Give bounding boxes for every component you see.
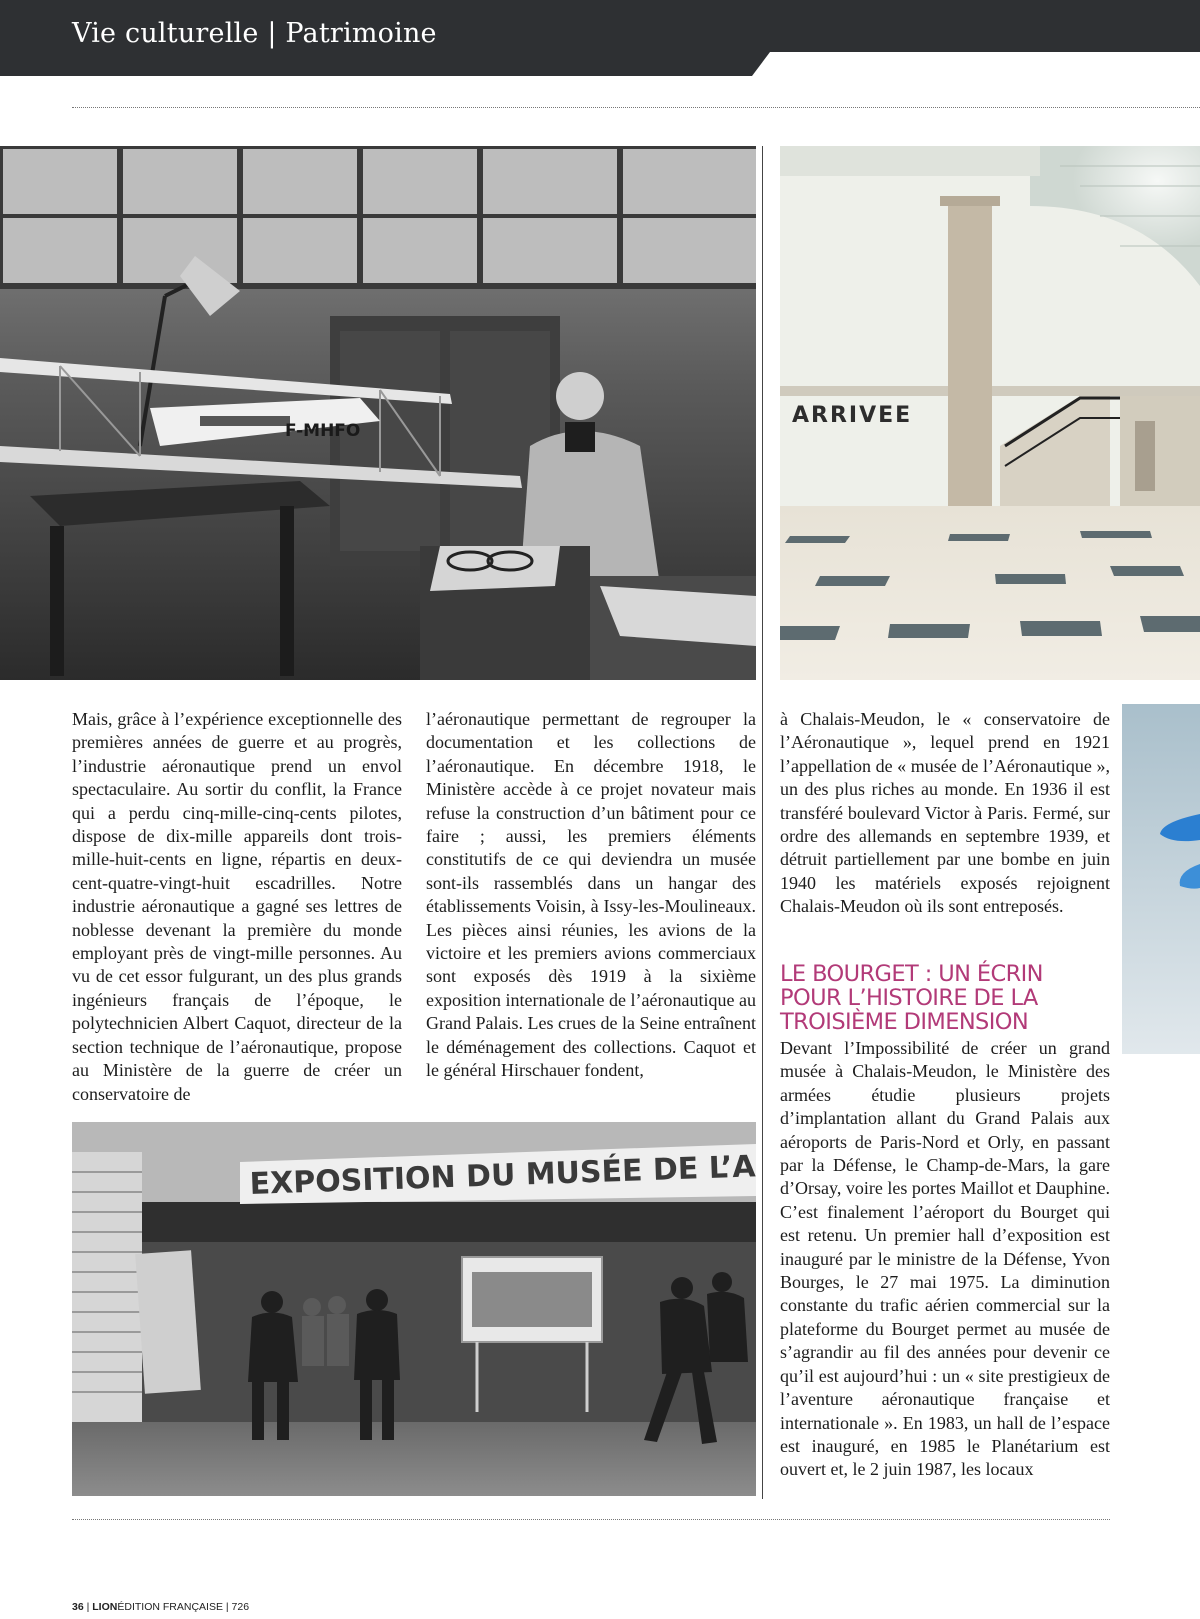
footer-edition: ÉDITION FRANÇAISE: [117, 1601, 223, 1613]
footer-separator: |: [225, 1601, 229, 1613]
footer-separator: |: [86, 1601, 90, 1613]
article-paragraph: l’aéronautique permettant de regrouper la documentation et les collections de l’aéronautique. En décembre 1918, le Ministère accède à ce projet novateur mais refuse la construction d’un bâtiment pour ce faire ; aussi, les premiers éléments constitutifs de ce qui deviendra un musée sont-ils rassemblés dans un hangar des établissements Voisin, à Issy-les-Moulineaux. Les pièces ainsi réunies, les avions de la victoire et les premiers avions commerciaux sont exposés dès 1919 à la sixième exposition internationale de l’aéronautique au Grand Palais. Les crues de la Seine entraînent le déménagement des collections. Caquot et le général Hirschauer fondent,: [426, 709, 756, 1081]
arrivee-sign: ARRIVEE: [792, 403, 913, 428]
article-column-2: [426, 708, 756, 1083]
column-divider: [762, 146, 763, 1499]
exposition-banner-text: EXPOSITION DU MUSÉE DE L’A: [249, 1149, 756, 1202]
plane-marking: F-MHFO: [285, 421, 361, 441]
photo-le-bourget-arrival-hall: [780, 146, 1200, 680]
article-paragraph: Mais, grâce à l’expérience exceptionnelle des premières années de guerre et au progrès, l’industrie aéronautique prend un envol spectaculaire. Au sortir du conflit, la France qui a perdu cinq-mille-cinq-cents pilotes, dispose de dix-mille appareils dont trois-mille-huit-cents en ligne, répartis en deux-cent-quatre-vingt-huit escadrilles. Notre industrie aéronautique a gagné ses lettres de noblesse devenant la première du monde employant près de vingt-mille personnes. Au vu de cet essor fulgurant, un des plus grands ingénieurs français de l’époque, le polytechnicien Albert Caquot, directeur de la section technique de l’aéronautique, propose au Ministère de la guerre de créer un conservatoire de: [72, 709, 402, 1104]
footer-brand: LION: [92, 1601, 118, 1613]
bottom-dotted-rule: [72, 1519, 1110, 1520]
footer-issue: 726: [231, 1601, 250, 1613]
page-number: 36: [72, 1601, 84, 1613]
article-paragraph: à Chalais-Meudon, le « conservatoire de l’Aéronautique », lequel prend en 1921 l’appellation de « musée de l’Aéronautique », un des plus riches au monde. En 1936 il est transféré boulevard Victor à Paris. Fermé, sur ordre des allemands en septembre 1939, et détruit partiellement par une bombe en juin 1940 les matériels exposés rejoignent Chalais-Meudon où ils sont entreposés.: [780, 709, 1110, 917]
top-dotted-rule: [72, 107, 1200, 108]
section-subheading: LE BOURGET : UN ÉCRIN POUR L’HISTOIRE DE LA TROISIÈME DIMENSION: [780, 961, 1043, 1035]
article-column-3-bottom: [780, 1037, 1110, 1482]
article-column-1: [72, 708, 402, 1106]
photo-exposition-hangar: [72, 1122, 756, 1496]
page-footer: [72, 1601, 249, 1613]
article-column-3-top: [780, 708, 1110, 919]
section-title: Vie culturelle | Patrimoine: [72, 18, 437, 49]
photo-sky-aircraft-fragment: [1122, 704, 1200, 1054]
photo-workshop-model-builder: [0, 146, 756, 680]
article-paragraph: Devant l’Impossibilité de créer un grand musée à Chalais-Meudon, le Ministère des armées étudie plusieurs projets d’implantation allant du Grand Palais aux aéroports de Paris-Nord et Orly, en passant par la Défense, le Champ-de-Mars, la gare d’Orsay, voire les portes Maillot et Dauphine. C’est finalement l’aéroport du Bourget qui est retenu. Un premier hall d’exposition est inauguré par le ministre de la Défense, Yvon Bourges, le 27 mai 1975. La diminution constante du trafic aérien commercial sur la plateforme du Bourget permet au musée de s’agrandir au fil des années pour devenir ce qu’il est aujourd’hui : un « site prestigieux de l’aventure aéronautique française et internationale ». En 1983, un hall de l’espace est inauguré, en 1985 le Planétarium est ouvert et, le 2 juin 1987, les locaux: [780, 1038, 1110, 1480]
